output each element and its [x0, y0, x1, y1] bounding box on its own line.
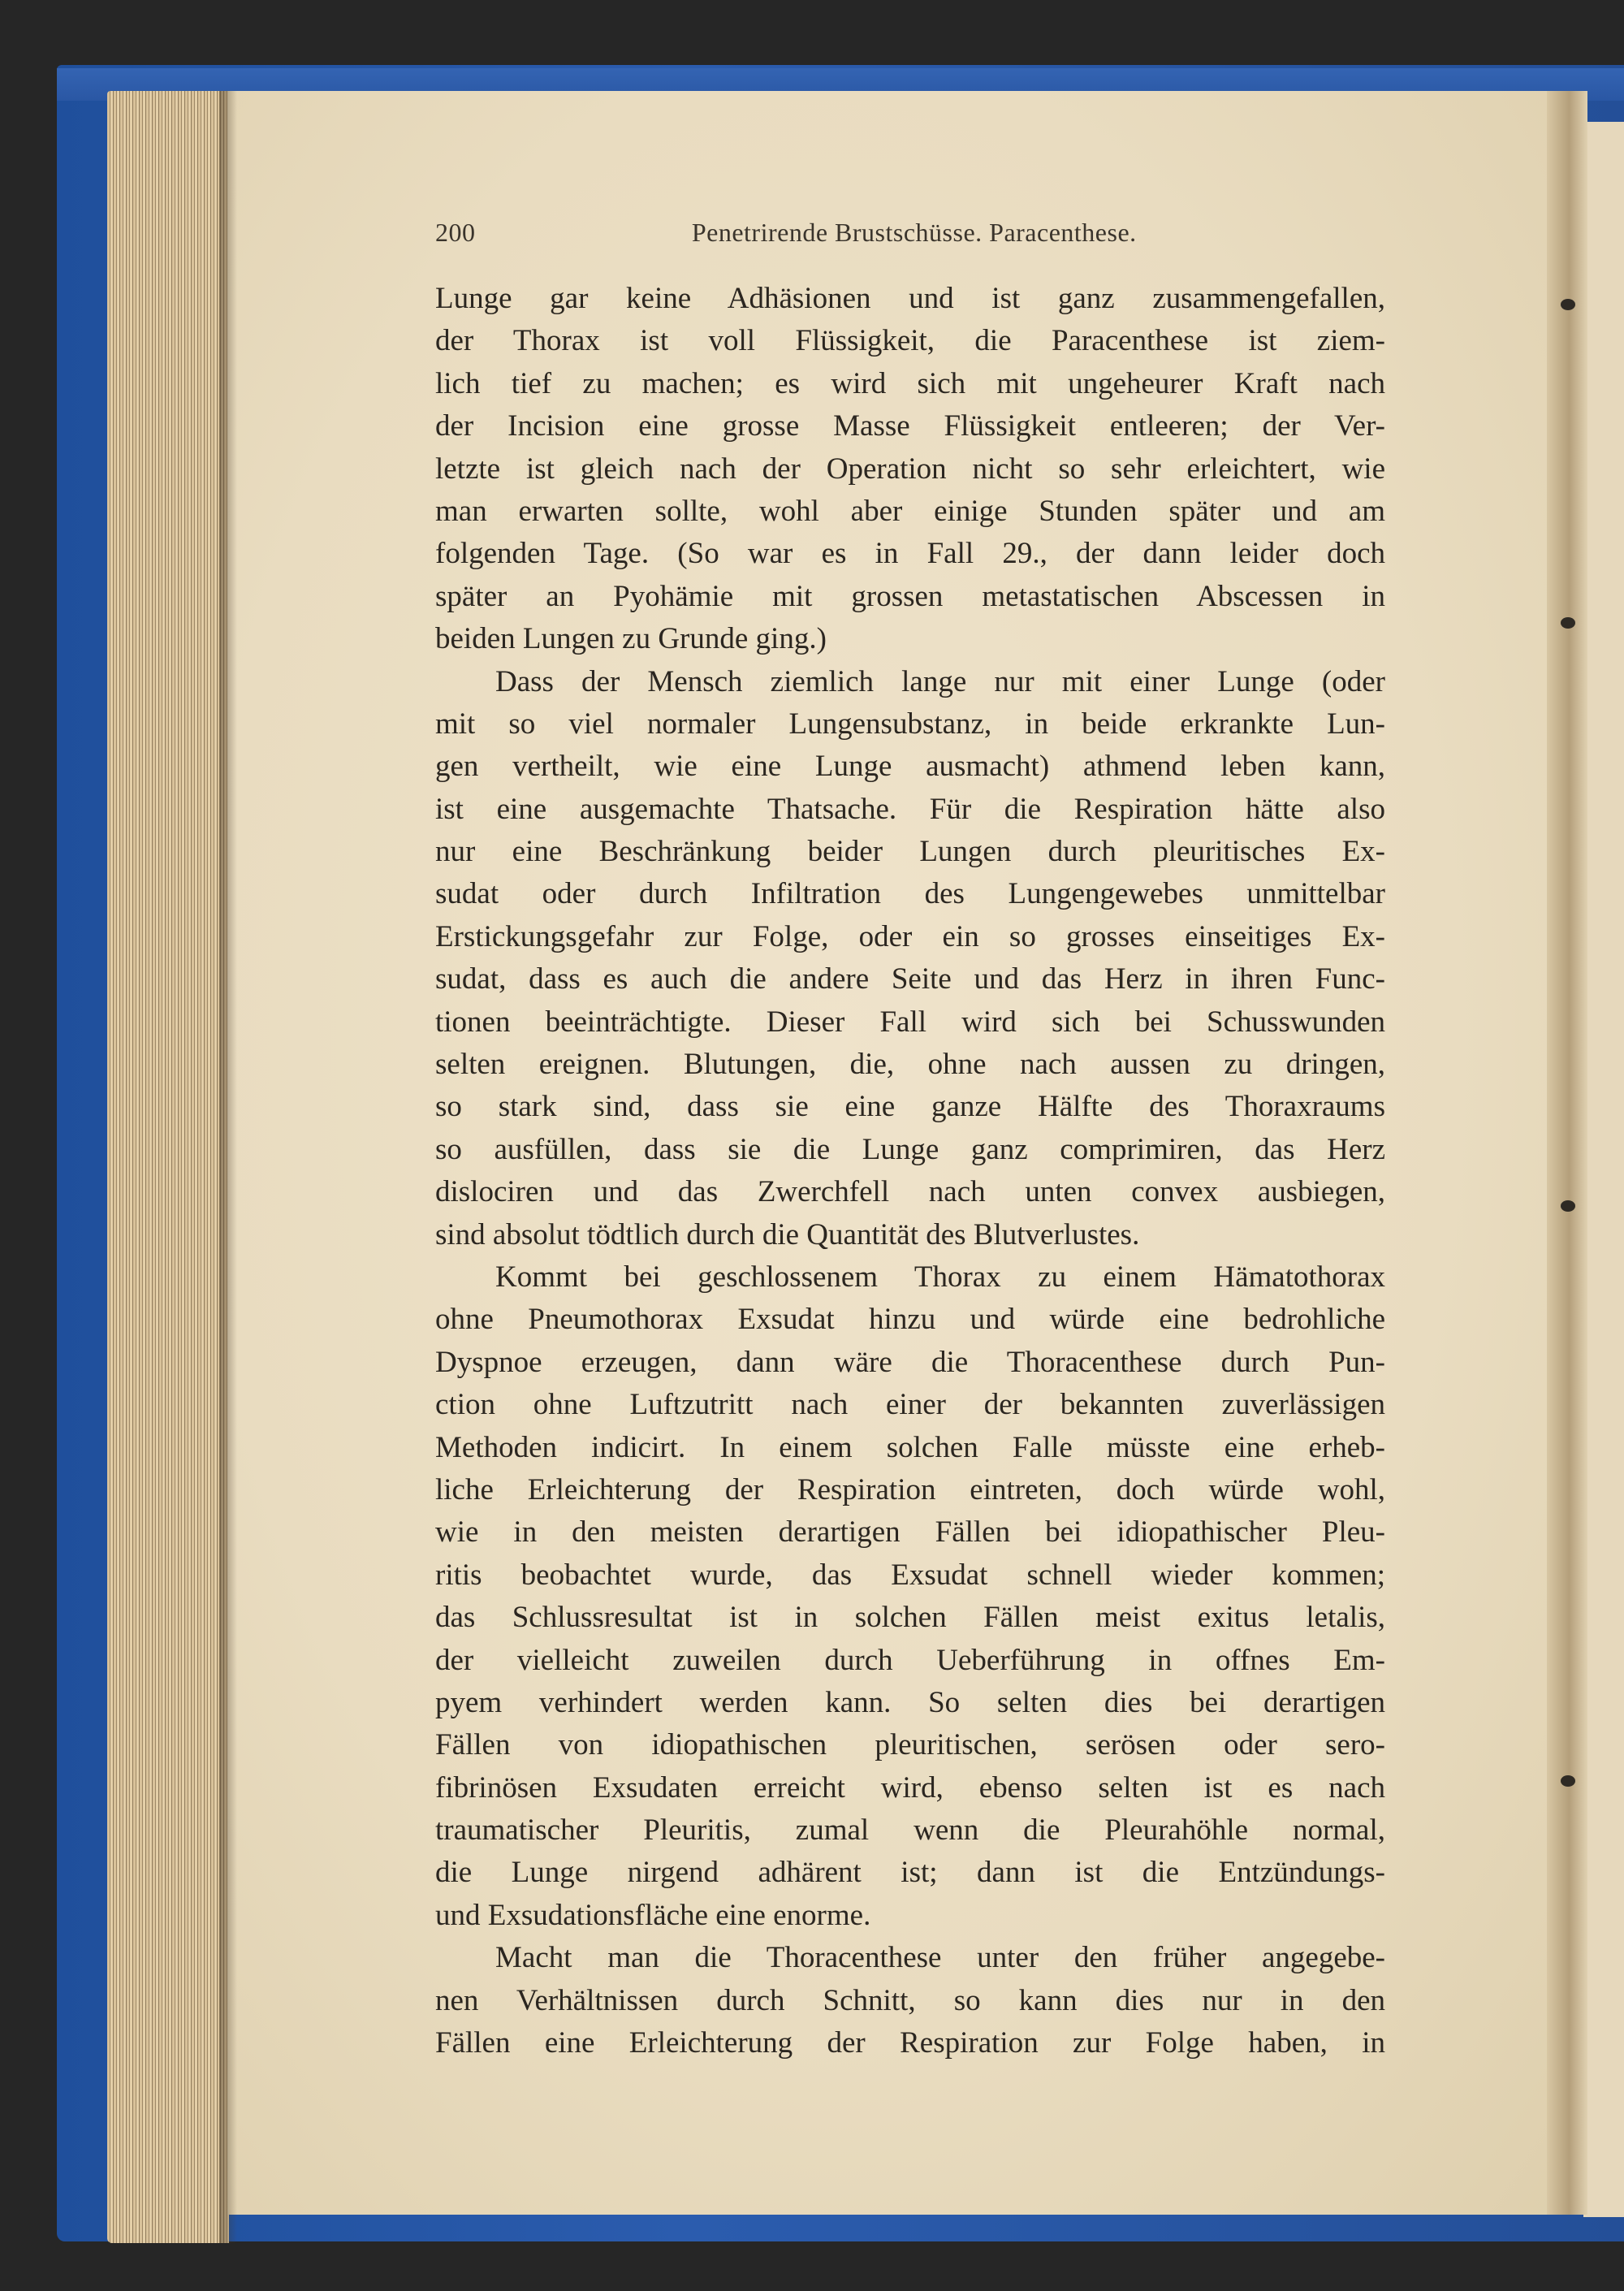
- text-line: das Schlussresultat ist in solchen Fällen meist exitus letalis,: [435, 1601, 1385, 1635]
- text-line: Methoden indicirt. In einem solchen Falle müsste eine erheb-: [435, 1430, 1385, 1464]
- text-line: später an Pyohämie mit grossen metastatischen Abscessen in: [435, 579, 1385, 613]
- text-line: liche Erleichterung der Respiration eintreten, doch würde wohl,: [435, 1472, 1385, 1506]
- page-gutter: [1547, 91, 1587, 2215]
- text-line: selten ereignen. Blutungen, die, ohne nach aussen zu dringen,: [435, 1048, 1385, 1082]
- page-edges: [107, 91, 229, 2243]
- text-line: Dyspnoe erzeugen, dann wäre die Thoracenthese durch Pun-: [435, 1345, 1385, 1379]
- text-line: sudat oder durch Infiltration des Lungengewebes unmittelbar: [435, 877, 1385, 911]
- text-line: wie in den meisten derartigen Fällen bei idiopathischer Pleu-: [435, 1515, 1385, 1550]
- text-line: Macht man die Thoracenthese unter den früher angegebe-: [495, 1941, 1385, 1975]
- binding-pin-icon: [1561, 1775, 1575, 1787]
- text-block: [435, 213, 1385, 2064]
- text-line: ohne Pneumothorax Exsudat hinzu und würde eine bedrohliche: [435, 1303, 1385, 1337]
- text-line: Kommt bei geschlossenem Thorax zu einem Hämatothorax: [495, 1260, 1385, 1294]
- text-line: nen Verhältnissen durch Schnitt, so kann dies nur in den: [435, 1983, 1385, 2017]
- text-line: beiden Lungen zu Grunde ging.): [435, 622, 827, 656]
- text-line: die Lunge nirgend adhärent ist; dann ist die Entzündungs-: [435, 1856, 1385, 1890]
- text-line: mit so viel normaler Lungensubstanz, in beide erkrankte Lun-: [435, 707, 1385, 741]
- binding-pin-icon: [1561, 617, 1575, 629]
- text-line: der Incision eine grosse Masse Flüssigkeit entleeren; der Ver-: [435, 409, 1385, 443]
- text-line: traumatischer Pleuritis, zumal wenn die Pleurahöhle normal,: [435, 1813, 1385, 1848]
- next-page-edge: [1583, 122, 1624, 2217]
- text-line: so ausfüllen, dass sie die Lunge ganz comprimiren, das Herz: [435, 1132, 1385, 1166]
- text-line: Fällen von idiopathischen pleuritischen, serösen oder sero-: [435, 1728, 1385, 1762]
- binding-pin-icon: [1561, 1200, 1575, 1212]
- text-line: ction ohne Luftzutritt nach einer der bekannten zuverlässigen: [435, 1388, 1385, 1422]
- text-line: folgenden Tage. (So war es in Fall 29., der dann leider doch: [435, 537, 1385, 571]
- text-line: man erwarten sollte, wohl aber einige Stunden später und am: [435, 494, 1385, 528]
- text-line: der Thorax ist voll Flüssigkeit, die Paracenthese ist ziem-: [435, 324, 1385, 358]
- text-line: sudat, dass es auch die andere Seite und das Herz in ihren Func-: [435, 962, 1385, 996]
- text-line: ritis beobachtet wurde, das Exsudat schnell wieder kommen;: [435, 1558, 1385, 1592]
- text-line: so stark sind, dass sie eine ganze Hälfte des Thoraxraums: [435, 1090, 1385, 1124]
- text-line: fibrinösen Exsudaten erreicht wird, ebenso selten ist es nach: [435, 1770, 1385, 1805]
- text-line: und Exsudationsfläche eine enorme.: [435, 1898, 871, 1932]
- text-line: der vielleicht zuweilen durch Ueberführung in offnes Em-: [435, 1643, 1385, 1677]
- running-title: Penetrirende Brustschüsse. Paracenthese.: [691, 218, 1137, 247]
- binding-pin-icon: [1561, 299, 1575, 310]
- text-line: Erstickungsgefahr zur Folge, oder ein so grosses einseitiges Ex-: [435, 919, 1385, 953]
- text-line: Dass der Mensch ziemlich lange nur mit einer Lunge (oder: [495, 664, 1385, 698]
- text-line: ist eine ausgemachte Thatsache. Für die Respiration hätte also: [435, 792, 1385, 826]
- text-line: dislociren und das Zwerchfell nach unten convex ausbiegen,: [435, 1175, 1385, 1209]
- page-number: 200: [435, 218, 476, 247]
- text-line: tionen beeinträchtigte. Dieser Fall wird sich bei Schusswunden: [435, 1005, 1385, 1039]
- running-head: [435, 213, 1385, 278]
- text-line: sind absolut tödtlich durch die Quantität des Blutverlustes.: [435, 1217, 1140, 1251]
- text-line: pyem verhindert werden kann. So selten dies bei derartigen: [435, 1685, 1385, 1719]
- text-line: Fällen eine Erleichterung der Respiration zur Folge haben, in: [435, 2026, 1385, 2060]
- text-line: gen vertheilt, wie eine Lunge ausmacht) athmend leben kann,: [435, 750, 1385, 784]
- text-line: nur eine Beschränkung beider Lungen durch pleuritisches Ex-: [435, 835, 1385, 869]
- text-line: letzte ist gleich nach der Operation nicht so sehr erleichtert, wie: [435, 452, 1385, 486]
- page-edge-shadow: [219, 91, 237, 2243]
- text-line: lich tief zu machen; es wird sich mit ungeheurer Kraft nach: [435, 366, 1385, 400]
- text-line: Lunge gar keine Adhäsionen und ist ganz zusammengefallen,: [435, 282, 1385, 315]
